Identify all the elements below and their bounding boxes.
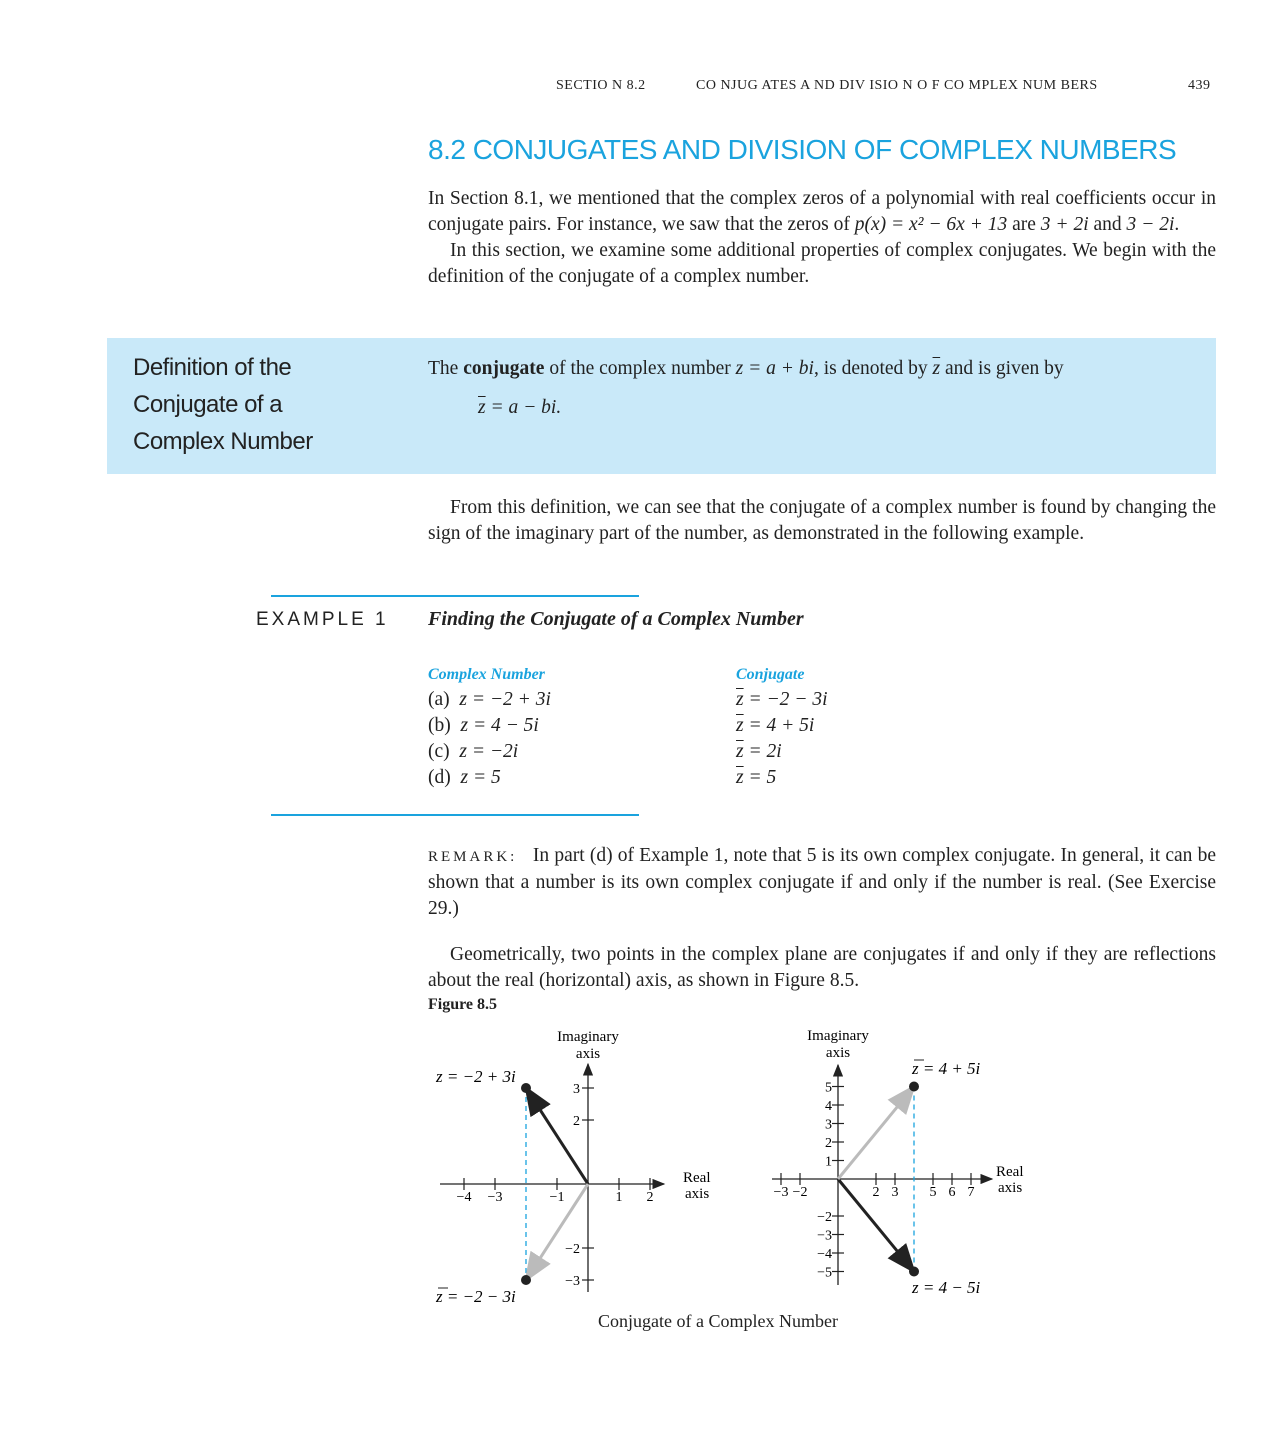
left-point-z: [521, 1083, 531, 1093]
remark-text: In part (d) of Example 1, note that 5 is its own complex conjugate. In general, it can be shown that a number is its own complex conjugate if and only if the number is real. (See Exercise 29.): [428, 845, 1217, 919]
right-point-conjugate: [909, 1082, 919, 1092]
right-conj-label: z = 4 + 5i: [912, 1059, 981, 1078]
x-tick-label: 3: [891, 1185, 899, 1200]
left-real-label: Real: [683, 1170, 711, 1186]
y-tick-label: 5: [825, 1080, 832, 1096]
y-tick-label: 4: [825, 1099, 832, 1114]
example-bottom-rule: [271, 814, 639, 816]
intro-text: [428, 186, 1216, 290]
y-tick-label: −3: [565, 1274, 580, 1289]
intro-paragraph-1: In Section 8.1, we mentioned that the complex zeros of a polynomial with real coefficients occur in conjugate pairs. For instance, we saw that the zeros of p(x) = x² − 6x + 13 are 3 + 2i and 3 − 2i.: [428, 188, 1216, 235]
figure-caption: Conjugate of a Complex Number: [598, 1311, 838, 1331]
example-conjugate-list: [736, 687, 828, 791]
x-tick-label: 6: [948, 1185, 956, 1200]
y-tick-label: −5: [817, 1265, 832, 1281]
left-imag-label-2: axis: [575, 1046, 601, 1062]
example-row: (c) z = −2i: [428, 741, 519, 762]
left-plot: [435, 1029, 711, 1306]
example-row: (a) z = −2 + 3i: [428, 689, 551, 710]
conjugate-row: $\overline{z} = -2 - 3i$: [736, 689, 828, 710]
conjugate-row: $\overline{z} = 4 + 5i$: [736, 715, 815, 736]
y-tick-label: 3: [573, 1082, 580, 1097]
right-imag-label: Imaginary: [807, 1028, 869, 1044]
y-tick-label: 2: [573, 1114, 580, 1129]
remark: [428, 843, 1216, 922]
example-row: (b) z = 4 − 5i: [428, 715, 539, 736]
y-tick-label: −2: [817, 1210, 832, 1225]
x-tick-label: −3: [773, 1185, 789, 1200]
left-x-ticks: [457, 1178, 654, 1205]
example-title: Finding the Conjugate of a Complex Number: [428, 608, 804, 630]
remark-label: REMARK:: [428, 849, 518, 865]
running-head-title: CO NJUG ATES A ND DIV ISIO N O F CO MPLEX NUM BERS: [696, 78, 1098, 93]
x-tick-label: −1: [549, 1190, 565, 1205]
y-tick-label: −4: [817, 1247, 832, 1262]
y-tick-label: −3: [817, 1228, 832, 1244]
left-y-ticks: [565, 1082, 594, 1289]
example-row: (d) z = 5: [428, 767, 501, 788]
example-label: EXAMPLE 1: [256, 609, 389, 630]
right-point-z: [909, 1267, 919, 1277]
definition-title: Definition of the Conjugate of a Complex Number: [133, 354, 313, 455]
x-tick-label: 5: [929, 1185, 937, 1200]
y-tick-label: 1: [825, 1154, 832, 1170]
page-number: 439: [1188, 78, 1211, 93]
conjugate-row: $\overline{z} = 5$: [736, 767, 777, 788]
right-z-label: z = 4 − 5i: [912, 1278, 981, 1297]
x-tick-label: 7: [967, 1185, 975, 1200]
left-conj-label: z = −2 − 3i: [436, 1287, 516, 1306]
conjugate-row: $\overline{z} = 2i$: [736, 741, 782, 762]
example-complex-list: [428, 687, 551, 791]
x-tick-label: −2: [792, 1185, 808, 1200]
geometric-text: Geometrically, two points in the complex plane are conjugates if and only if they are reflections about the real (horizontal) axis, as shown in Figure 8.5.: [428, 944, 1216, 991]
intro-paragraph-2: In this section, we examine some additional properties of complex conjugates. We begin with the definition of the conjugate of a complex number.: [428, 240, 1216, 287]
figure-label: Figure 8.5: [428, 996, 498, 1013]
running-head-section: SECTIO N 8.2: [556, 78, 646, 93]
x-tick-label: 1: [615, 1190, 623, 1205]
x-tick-label: −3: [487, 1190, 503, 1205]
column-head-complex: Complex Number: [428, 666, 545, 683]
definition-text: The conjugate of the complex number z = a + bi, is denoted by $\overline{z}$ and is given by: [428, 358, 1064, 379]
left-vector-z: [526, 1088, 588, 1184]
x-tick-label: −4: [456, 1190, 472, 1205]
left-z-label: z = −2 + 3i: [436, 1067, 516, 1086]
left-real-label-2: axis: [685, 1186, 710, 1202]
right-x-ticks: [774, 1173, 975, 1200]
right-imag-label-2: axis: [825, 1045, 851, 1061]
column-head-conjugate: Conjugate: [736, 666, 805, 683]
right-real-label: Real: [996, 1164, 1024, 1180]
figure-8-5: [420, 1020, 1040, 1310]
example-top-rule: [271, 595, 639, 597]
section-title: 8.2 CONJUGATES AND DIVISION OF COMPLEX NUMBERS: [428, 134, 1177, 165]
y-tick-label: 3: [825, 1117, 832, 1133]
right-real-label-2: axis: [998, 1180, 1023, 1196]
left-imag-label: Imaginary: [557, 1029, 619, 1045]
y-tick-label: 2: [825, 1136, 832, 1151]
after-definition-text: From this definition, we can see that the conjugate of a complex number is found by changing the sign of the imaginary part of the number, as demonstrated in the following example.: [428, 497, 1216, 544]
right-vector-conjugate: [838, 1087, 914, 1180]
x-tick-label: 2: [646, 1190, 654, 1205]
left-point-conjugate: [521, 1275, 531, 1285]
definition-formula: $\overline{z} = a$ − bi.: [478, 397, 562, 418]
x-tick-label: 2: [872, 1185, 880, 1200]
y-tick-label: −2: [565, 1242, 580, 1257]
right-plot: [772, 1028, 1024, 1297]
